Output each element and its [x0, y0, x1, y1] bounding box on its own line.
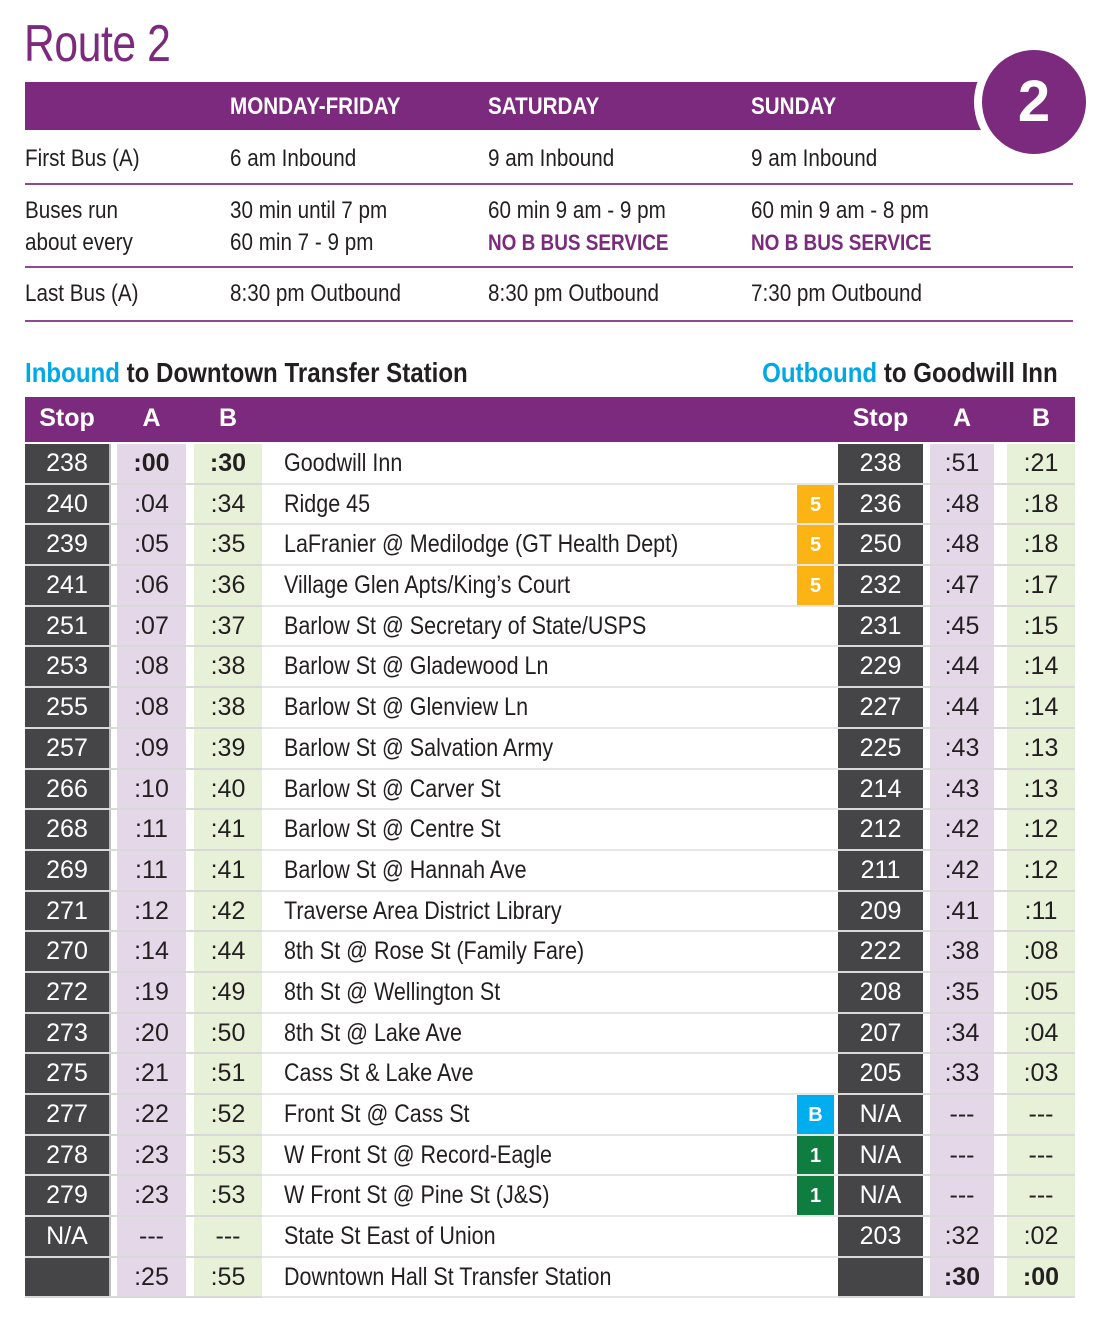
- outbound-stop-id: 238: [838, 444, 923, 483]
- outbound-stop-id: N/A: [838, 1095, 923, 1134]
- inbound-b-time: :30: [194, 444, 262, 483]
- summary-mf: 30 min until 7 pm: [230, 197, 388, 224]
- stop-name: LaFranier @ Medilodge (GT Health Dept): [284, 530, 679, 559]
- inbound-a-time: :08: [117, 647, 186, 686]
- outbound-b-time: :04: [1007, 1014, 1075, 1053]
- outbound-a-time: :47: [930, 566, 994, 605]
- inbound-a-time: :12: [117, 892, 186, 931]
- table-row: [25, 1176, 1075, 1217]
- inbound-stop-id: 275: [25, 1054, 111, 1093]
- table-row: [25, 810, 1075, 851]
- outbound-stop-id: 227: [838, 688, 923, 727]
- outbound-stop-id: 209: [838, 892, 923, 931]
- row-divider: [262, 1296, 838, 1298]
- outbound-stop-id: 229: [838, 647, 923, 686]
- outbound-stop-id: 222: [838, 932, 923, 971]
- header-sunday: SUNDAY: [751, 93, 837, 120]
- inbound-stop-id: 238: [25, 444, 111, 483]
- outbound-a-time: :33: [930, 1054, 994, 1093]
- outbound-a-time: :48: [930, 485, 994, 524]
- outbound-stop-id: 211: [838, 851, 923, 890]
- inbound-stop-id: 255: [25, 688, 111, 727]
- summary-mf: 6 am Inbound: [230, 145, 357, 172]
- outbound-b-time: :17: [1007, 566, 1075, 605]
- outbound-b-time: :12: [1007, 851, 1075, 890]
- outbound-a-time: :45: [930, 607, 994, 646]
- summary-sun: 7:30 pm Outbound: [751, 280, 922, 307]
- stop-name: Barlow St @ Salvation Army: [284, 733, 554, 762]
- outbound-a-time: :30: [930, 1258, 994, 1297]
- summary-mf: 60 min 7 - 9 pm: [230, 229, 374, 256]
- outbound-a-time: :48: [930, 525, 994, 564]
- outbound-stop-id: 236: [838, 485, 923, 524]
- outbound-a-time: :44: [930, 647, 994, 686]
- stop-name: W Front St @ Pine St (J&S): [284, 1181, 550, 1210]
- outbound-stop-id: 205: [838, 1054, 923, 1093]
- inbound-stop-id: 257: [25, 729, 111, 768]
- outbound-a-time: :43: [930, 729, 994, 768]
- inbound-a-time: :23: [117, 1176, 186, 1215]
- outbound-b-time: :13: [1007, 770, 1075, 809]
- inbound-stop-id: 266: [25, 770, 111, 809]
- inbound-stop-id: 268: [25, 810, 111, 849]
- col-out-b: B: [1031, 404, 1051, 432]
- outbound-b-time: :08: [1007, 932, 1075, 971]
- outbound-b-time: :00: [1007, 1258, 1075, 1297]
- inbound-b-time: :34: [194, 485, 262, 524]
- stop-name: 8th St @ Lake Ave: [284, 1018, 463, 1047]
- inbound-b-time: ---: [194, 1217, 262, 1256]
- table-row: [25, 1217, 1075, 1258]
- summary-sat: 9 am Inbound: [488, 145, 615, 172]
- stop-name: Downtown Hall St Transfer Station: [284, 1262, 612, 1291]
- outbound-a-time: :51: [930, 444, 994, 483]
- inbound-stop-id: 277: [25, 1095, 111, 1134]
- table-row: [25, 525, 1075, 566]
- inbound-b-time: :53: [194, 1136, 262, 1175]
- table-row: [25, 851, 1075, 892]
- outbound-a-time: :42: [930, 851, 994, 890]
- inbound-a-time: :22: [117, 1095, 186, 1134]
- inbound-a-time: ---: [117, 1217, 186, 1256]
- outbound-a-time: :32: [930, 1217, 994, 1256]
- outbound-b-time: :13: [1007, 729, 1075, 768]
- inbound-stop-id: 279: [25, 1176, 111, 1215]
- table-row: [25, 932, 1075, 973]
- inbound-stop-id: 239: [25, 525, 111, 564]
- table-row: [25, 892, 1075, 933]
- inbound-heading: Inbound to Downtown Transfer Station: [25, 357, 468, 388]
- transfer-route-badge: 5: [797, 485, 834, 526]
- transfer-route-badge: B: [797, 1095, 834, 1136]
- inbound-stop-id: 240: [25, 485, 111, 524]
- stop-name: Barlow St @ Secretary of State/USPS: [284, 611, 647, 640]
- table-row: [25, 444, 1075, 485]
- transfer-route-badge: 1: [797, 1136, 834, 1177]
- col-out-stop: Stop: [852, 404, 909, 432]
- inbound-a-time: :10: [117, 770, 186, 809]
- table-row: [25, 1095, 1075, 1136]
- outbound-stop-id: 231: [838, 607, 923, 646]
- summary-label: First Bus (A): [25, 145, 140, 172]
- outbound-stop-id: 232: [838, 566, 923, 605]
- transfer-route-badge: 1: [797, 1176, 834, 1217]
- col-stop: Stop: [39, 404, 95, 432]
- inbound-stop-id: 273: [25, 1014, 111, 1053]
- outbound-a-time: :41: [930, 892, 994, 931]
- outbound-stop-id: 208: [838, 973, 923, 1012]
- inbound-a-time: :19: [117, 973, 186, 1012]
- inbound-a-time: :25: [117, 1258, 186, 1297]
- outbound-stop-id: N/A: [838, 1176, 923, 1215]
- outbound-a-time: :38: [930, 932, 994, 971]
- outbound-a-time: :34: [930, 1014, 994, 1053]
- inbound-b-time: :44: [194, 932, 262, 971]
- stop-name: Barlow St @ Glenview Ln: [284, 693, 529, 722]
- page-title: Route 2: [24, 15, 171, 73]
- header-monday-friday: MONDAY-FRIDAY: [230, 93, 401, 120]
- stop-name: 8th St @ Rose St (Family Fare): [284, 937, 585, 966]
- stop-name: Cass St & Lake Ave: [284, 1059, 474, 1088]
- schedule-header-bar: [25, 82, 1000, 130]
- header-saturday: SATURDAY: [488, 93, 600, 120]
- inbound-a-time: :20: [117, 1014, 186, 1053]
- inbound-a-time: :11: [117, 810, 186, 849]
- inbound-b-time: :39: [194, 729, 262, 768]
- outbound-b-time: :14: [1007, 688, 1075, 727]
- inbound-b-time: :49: [194, 973, 262, 1012]
- summary-sat: 8:30 pm Outbound: [488, 280, 659, 307]
- outbound-b-time: ---: [1007, 1136, 1075, 1175]
- stop-name: Barlow St @ Carver St: [284, 774, 501, 803]
- stop-name: Ridge 45: [284, 489, 371, 518]
- inbound-a-time: :08: [117, 688, 186, 727]
- outbound-stop-id: [838, 1258, 923, 1297]
- table-row: [25, 485, 1075, 526]
- inbound-stop-id: 278: [25, 1136, 111, 1175]
- outbound-a-time: :43: [930, 770, 994, 809]
- table-row: [25, 729, 1075, 770]
- summary-sun: 60 min 9 am - 8 pm: [751, 197, 929, 224]
- table-row: [25, 770, 1075, 811]
- inbound-b-time: :55: [194, 1258, 262, 1297]
- inbound-a-time: :04: [117, 485, 186, 524]
- stop-name: Barlow St @ Gladewood Ln: [284, 652, 549, 681]
- table-row: [25, 1258, 1075, 1299]
- inbound-stop-id: [25, 1258, 111, 1297]
- summary-sun: 9 am Inbound: [751, 145, 878, 172]
- inbound-a-time: :06: [117, 566, 186, 605]
- inbound-b-time: :41: [194, 810, 262, 849]
- inbound-a-time: :23: [117, 1136, 186, 1175]
- outbound-stop-id: 212: [838, 810, 923, 849]
- inbound-stop-id: 253: [25, 647, 111, 686]
- inbound-stop-id: 270: [25, 932, 111, 971]
- inbound-a-time: :07: [117, 607, 186, 646]
- inbound-a-time: :00: [117, 444, 186, 483]
- outbound-b-time: :03: [1007, 1054, 1075, 1093]
- summary-label: Buses run: [25, 197, 118, 224]
- outbound-b-time: :21: [1007, 444, 1075, 483]
- no-b-service-note: NO B BUS SERVICE: [488, 230, 669, 255]
- route-number: 2: [982, 50, 1086, 154]
- outbound-b-time: ---: [1007, 1176, 1075, 1215]
- table-row: [25, 566, 1075, 607]
- outbound-a-time: ---: [930, 1095, 994, 1134]
- outbound-b-time: :18: [1007, 525, 1075, 564]
- inbound-b-time: :38: [194, 688, 262, 727]
- inbound-b-time: :40: [194, 770, 262, 809]
- outbound-b-time: :14: [1007, 647, 1075, 686]
- outbound-stop-id: 203: [838, 1217, 923, 1256]
- inbound-a-time: :05: [117, 525, 186, 564]
- transfer-route-badge: 5: [797, 566, 834, 607]
- col-b: B: [218, 404, 238, 432]
- outbound-b-time: :12: [1007, 810, 1075, 849]
- inbound-a-time: :14: [117, 932, 186, 971]
- outbound-a-time: :35: [930, 973, 994, 1012]
- inbound-stop-id: 241: [25, 566, 111, 605]
- col-a: A: [142, 404, 161, 432]
- stop-name: Village Glen Apts/King’s Court: [284, 571, 571, 600]
- stop-name: 8th St @ Wellington St: [284, 977, 501, 1006]
- stop-name: Front St @ Cass St: [284, 1100, 470, 1128]
- inbound-b-time: :37: [194, 607, 262, 646]
- stop-name: Traverse Area District Library: [284, 896, 562, 925]
- inbound-b-time: :52: [194, 1095, 262, 1134]
- table-row: [25, 607, 1075, 648]
- schedule-table: [25, 444, 1075, 1298]
- stop-name: W Front St @ Record-Eagle: [284, 1140, 552, 1169]
- stop-name: Barlow St @ Hannah Ave: [284, 855, 527, 884]
- inbound-b-time: :50: [194, 1014, 262, 1053]
- outbound-b-time: ---: [1007, 1095, 1075, 1134]
- inbound-b-time: :42: [194, 892, 262, 931]
- outbound-stop-id: N/A: [838, 1136, 923, 1175]
- outbound-b-time: :18: [1007, 485, 1075, 524]
- inbound-stop-id: 271: [25, 892, 111, 931]
- outbound-stop-id: 225: [838, 729, 923, 768]
- outbound-stop-id: 207: [838, 1014, 923, 1053]
- stop-name: Barlow St @ Centre St: [284, 815, 501, 844]
- outbound-b-time: :02: [1007, 1217, 1075, 1256]
- stop-name: State St East of Union: [284, 1222, 496, 1251]
- col-out-a: A: [952, 404, 972, 432]
- inbound-stop-id: 272: [25, 973, 111, 1012]
- no-b-service-note: NO B BUS SERVICE: [751, 230, 932, 255]
- outbound-b-time: :15: [1007, 607, 1075, 646]
- summary-sat: 60 min 9 am - 9 pm: [488, 197, 666, 224]
- row-divider: [25, 1296, 262, 1298]
- outbound-stop-id: 250: [838, 525, 923, 564]
- summary-row-frequency: [25, 185, 1073, 268]
- inbound-b-time: :51: [194, 1054, 262, 1093]
- inbound-b-time: :36: [194, 566, 262, 605]
- summary-label: about every: [25, 229, 133, 256]
- summary-mf: 8:30 pm Outbound: [230, 280, 401, 307]
- inbound-b-time: :35: [194, 525, 262, 564]
- summary-label: Last Bus (A): [25, 280, 139, 307]
- inbound-a-time: :11: [117, 851, 186, 890]
- outbound-b-time: :05: [1007, 973, 1075, 1012]
- table-row: [25, 1054, 1075, 1095]
- inbound-a-time: :21: [117, 1054, 186, 1093]
- outbound-a-time: ---: [930, 1176, 994, 1215]
- table-header: [25, 397, 1075, 442]
- summary-row-last-bus: [25, 268, 1073, 322]
- stop-name: Goodwill Inn: [284, 449, 403, 477]
- table-row: [25, 973, 1075, 1014]
- outbound-stop-id: 214: [838, 770, 923, 809]
- outbound-b-time: :11: [1007, 892, 1075, 931]
- transfer-route-badge: 5: [797, 525, 834, 566]
- inbound-stop-id: 269: [25, 851, 111, 890]
- inbound-b-time: :38: [194, 647, 262, 686]
- inbound-stop-id: 251: [25, 607, 111, 646]
- outbound-a-time: :42: [930, 810, 994, 849]
- summary-row-first-bus: [25, 132, 1073, 185]
- inbound-b-time: :41: [194, 851, 262, 890]
- inbound-stop-id: N/A: [25, 1217, 111, 1256]
- row-divider: [838, 1296, 1075, 1298]
- outbound-heading: Outbound to Goodwill Inn: [762, 357, 1058, 388]
- inbound-a-time: :09: [117, 729, 186, 768]
- table-row: [25, 1136, 1075, 1177]
- outbound-a-time: ---: [930, 1136, 994, 1175]
- table-row: [25, 647, 1075, 688]
- table-row: [25, 1014, 1075, 1055]
- inbound-b-time: :53: [194, 1176, 262, 1215]
- table-row: [25, 688, 1075, 729]
- outbound-a-time: :44: [930, 688, 994, 727]
